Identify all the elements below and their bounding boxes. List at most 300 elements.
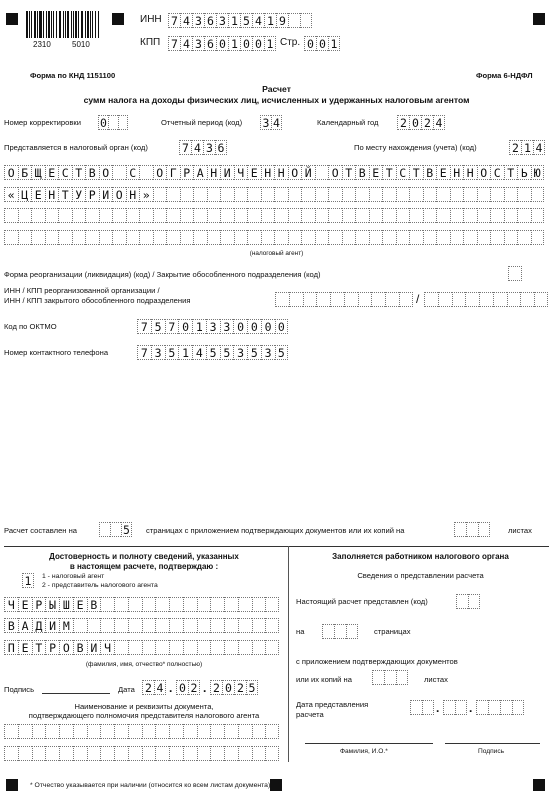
char-cell: [384, 670, 396, 685]
oktmo-label: Код по ОКТМО: [4, 322, 57, 331]
confirm-title-2: в настоящем расчете, подтверждаю :: [69, 562, 219, 571]
char-cell: [32, 746, 46, 761]
char-cell: 0: [409, 115, 421, 130]
char-cell: [224, 724, 238, 739]
period-code-field[interactable]: [260, 115, 282, 130]
char-cell: [478, 522, 490, 537]
char-cell: [423, 187, 437, 202]
char-cell: [463, 230, 477, 245]
char-cell: [247, 208, 261, 223]
phone-field[interactable]: [137, 345, 288, 360]
char-cell: У: [72, 187, 86, 202]
submission-year-field[interactable]: [476, 700, 524, 715]
char-cell: [183, 724, 197, 739]
char-cell: [330, 292, 344, 307]
office-pages-label: страницах: [374, 627, 411, 636]
char-cell: [224, 640, 238, 655]
reorg-inn-label-2: ИНН / КПП закрытого обособленного подразделения: [4, 296, 191, 305]
char-cell: [210, 597, 224, 612]
char-cell: [210, 724, 224, 739]
correction-number-field[interactable]: [98, 115, 128, 130]
char-cell: [87, 618, 101, 633]
char-cell: 1: [228, 36, 240, 51]
char-cell: 0: [98, 115, 108, 130]
char-cell: [328, 187, 342, 202]
char-cell: [59, 746, 73, 761]
char-cell: [210, 618, 224, 633]
knd-code: Форма по КНД 1151100: [30, 71, 116, 80]
char-cell: [73, 724, 87, 739]
char-cell: 5: [220, 345, 234, 360]
char-cell: 3: [192, 13, 204, 28]
submitted-code-field[interactable]: [456, 594, 480, 609]
char-cell: 1: [22, 573, 34, 588]
char-cell: Т: [32, 640, 46, 655]
char-cell: [423, 208, 437, 223]
char-cell: 2: [397, 115, 409, 130]
char-cell: М: [59, 618, 73, 633]
char-cell: [315, 165, 329, 180]
char-cell: 2: [142, 680, 154, 695]
char-cell: [85, 230, 99, 245]
tax-office-title: Заполняется работником налогового органа: [332, 552, 509, 561]
barcode-bar: [81, 11, 84, 38]
corner-marker-top-mid: [112, 13, 124, 25]
char-cell: [87, 724, 101, 739]
char-cell: [99, 522, 110, 537]
section-divider: [4, 546, 549, 547]
char-cell: 4: [533, 140, 545, 155]
char-cell: Р: [32, 597, 46, 612]
char-cell: [155, 618, 169, 633]
barcode-bar: [75, 11, 77, 38]
char-cell: [452, 292, 466, 307]
char-cell: [114, 724, 128, 739]
char-cell: [409, 230, 423, 245]
char-cell: [4, 208, 18, 223]
char-cell: [303, 292, 317, 307]
char-cell: 0: [261, 319, 275, 334]
char-cell: [252, 640, 266, 655]
char-cell: В: [73, 640, 87, 655]
char-cell: [344, 292, 358, 307]
barcode-bar: [73, 11, 74, 38]
barcode-right-digits: 5010: [72, 40, 90, 49]
char-cell: [99, 208, 113, 223]
char-cell: [210, 746, 224, 761]
char-cell: [265, 746, 279, 761]
submission-day-field[interactable]: [410, 700, 434, 715]
char-cell: [153, 230, 167, 245]
char-cell: [169, 597, 183, 612]
char-cell: 1: [521, 140, 533, 155]
char-cell: [465, 292, 479, 307]
char-cell: Е: [18, 597, 32, 612]
char-cell: [58, 230, 72, 245]
char-cell: С: [58, 165, 72, 180]
char-cell: [166, 208, 180, 223]
char-cell: [210, 640, 224, 655]
char-cell: [423, 230, 437, 245]
kpp-field[interactable]: [168, 36, 276, 51]
char-cell: [247, 187, 261, 202]
char-cell: Т: [342, 165, 356, 180]
char-cell: [197, 618, 211, 633]
char-cell: [18, 724, 32, 739]
char-cell: [520, 292, 534, 307]
char-cell: [531, 187, 545, 202]
signer-option-1: 1 - налоговый агент: [42, 573, 105, 580]
char-cell: 7: [165, 319, 179, 334]
char-cell: [346, 624, 358, 639]
char-cell: [463, 208, 477, 223]
with-docs-label-1: с приложением подтверждающих документов: [296, 657, 458, 666]
char-cell: [517, 208, 531, 223]
submission-month-field[interactable]: [443, 700, 467, 715]
char-cell: [180, 187, 194, 202]
barcode-bar: [46, 11, 47, 38]
fio-caption: (фамилия, имя, отчество* полностью): [85, 661, 203, 668]
char-cell: [288, 13, 300, 28]
char-cell: [409, 187, 423, 202]
barcode-bar: [85, 11, 86, 38]
char-cell: [512, 700, 524, 715]
barcode-bar: [43, 11, 44, 38]
char-cell: Ш: [59, 597, 73, 612]
char-cell: 2: [509, 140, 521, 155]
char-cell: [322, 624, 334, 639]
inn-label: ИНН: [140, 14, 162, 25]
location-code-field[interactable]: [509, 140, 545, 155]
char-cell: [358, 292, 372, 307]
reorg-label: Форма реорганизации (ликвидация) (код) / Закрытие обособленного подразделения (код): [4, 270, 321, 279]
signer-option-2: 2 - представитель налогового агента: [42, 582, 158, 589]
char-cell: [289, 292, 303, 307]
char-cell: [4, 724, 18, 739]
char-cell: Р: [180, 165, 194, 180]
agent-name-line-1[interactable]: [4, 165, 544, 180]
char-cell: Н: [207, 165, 221, 180]
document-subtitle: сумм налога на доходы физических лиц, исчисленных и удержанных налоговым агентом: [83, 95, 470, 105]
sheets-count-field[interactable]: [454, 522, 490, 537]
char-cell: В: [4, 618, 18, 633]
char-cell: [224, 746, 238, 761]
char-cell: [265, 640, 279, 655]
char-cell: [238, 724, 252, 739]
barcode-bar: [34, 11, 36, 38]
char-cell: [224, 597, 238, 612]
reorg-code-field[interactable]: [508, 266, 522, 281]
char-cell: [207, 187, 221, 202]
char-cell: 0: [176, 680, 188, 695]
char-cell: [274, 187, 288, 202]
char-cell: [180, 230, 194, 245]
char-cell: А: [18, 618, 32, 633]
char-cell: В: [423, 165, 437, 180]
char-cell: В: [355, 165, 369, 180]
char-cell: Ь: [517, 165, 531, 180]
char-cell: Е: [18, 640, 32, 655]
char-cell: Е: [369, 165, 383, 180]
char-cell: [382, 230, 396, 245]
barcode-bar: [71, 11, 72, 38]
char-cell: [114, 746, 128, 761]
char-cell: Т: [72, 165, 86, 180]
char-cell: [128, 597, 142, 612]
office-fio-line[interactable]: [305, 743, 433, 744]
barcode-bar: [65, 11, 66, 38]
char-cell: [316, 292, 330, 307]
char-cell: «: [4, 187, 18, 202]
column-divider: [288, 546, 289, 762]
char-cell: [396, 670, 408, 685]
date-label: Дата: [118, 685, 135, 694]
char-cell: 4: [433, 115, 445, 130]
char-cell: 3: [206, 319, 220, 334]
char-cell: Р: [45, 640, 59, 655]
barcode-bar: [31, 11, 32, 38]
char-cell: Е: [247, 165, 261, 180]
char-cell: Н: [450, 165, 464, 180]
char-cell: [342, 208, 356, 223]
char-cell: [85, 208, 99, 223]
signature-label: Подпись: [4, 685, 35, 694]
char-cell: [252, 724, 266, 739]
char-cell: [382, 208, 396, 223]
char-cell: [410, 700, 422, 715]
char-cell: В: [87, 597, 101, 612]
authority-code-field[interactable]: [179, 140, 227, 155]
submission-date-label-2: расчета: [296, 710, 324, 719]
char-cell: [454, 522, 466, 537]
signature-line[interactable]: [42, 693, 110, 694]
document-line-1[interactable]: [4, 724, 279, 739]
calendar-year-field[interactable]: [397, 115, 445, 130]
char-cell: [193, 230, 207, 245]
location-label: По месту нахождения (учета) (код): [354, 143, 477, 152]
agent-name-line-2[interactable]: [4, 187, 544, 202]
char-cell: Е: [45, 165, 59, 180]
with-docs-label-2: или их копий на: [296, 675, 352, 684]
char-cell: [490, 230, 504, 245]
char-cell: [220, 208, 234, 223]
char-cell: [261, 187, 275, 202]
char-cell: 6: [204, 13, 216, 28]
char-cell: О: [328, 165, 342, 180]
char-cell: [463, 187, 477, 202]
char-cell: [59, 724, 73, 739]
reorg-inn-label-1: ИНН / КПП реорганизованной организации /: [4, 286, 160, 295]
char-cell: [261, 230, 275, 245]
office-sign-line[interactable]: [445, 743, 540, 744]
confirm-title-1: Достоверность и полноту сведений, указанных: [49, 552, 239, 561]
char-cell: [531, 230, 545, 245]
char-cell: [139, 165, 153, 180]
page-number-field[interactable]: [304, 36, 340, 51]
char-cell: [252, 618, 266, 633]
char-cell: [315, 230, 329, 245]
oktmo-field[interactable]: [137, 319, 288, 334]
slash-separator: /: [416, 292, 420, 306]
office-sheets-label: листах: [424, 675, 448, 684]
char-cell: А: [193, 165, 207, 180]
char-cell: [139, 230, 153, 245]
char-cell: Ю: [531, 165, 545, 180]
char-cell: 3: [203, 140, 215, 155]
char-cell: 3: [151, 345, 165, 360]
char-cell: Р: [85, 187, 99, 202]
char-cell: [315, 187, 329, 202]
barcode-bar: [95, 11, 97, 38]
char-cell: 1: [264, 13, 276, 28]
char-cell: 4: [180, 36, 192, 51]
tax-office-subtitle: Сведения о представлении расчета: [357, 571, 484, 580]
date-month-field[interactable]: [176, 680, 200, 695]
char-cell: [169, 618, 183, 633]
signer-code-field[interactable]: [22, 573, 34, 588]
char-cell: 1: [328, 36, 340, 51]
correction-label: Номер корректировки: [4, 118, 81, 127]
char-cell: 7: [137, 319, 151, 334]
office-pages-field[interactable]: [322, 624, 358, 639]
char-cell: 5: [275, 345, 289, 360]
char-cell: [183, 640, 197, 655]
char-cell: [342, 187, 356, 202]
office-sheets-field[interactable]: [372, 670, 408, 685]
char-cell: 3: [261, 345, 275, 360]
reorg-inn-field[interactable]: [275, 292, 413, 307]
char-cell: [128, 640, 142, 655]
char-cell: 3: [260, 115, 271, 130]
char-cell: 2: [234, 680, 246, 695]
pages-prefix: Расчет составлен на: [4, 526, 78, 535]
char-cell: [399, 292, 413, 307]
char-cell: [382, 187, 396, 202]
char-cell: [385, 292, 399, 307]
submitted-code-label: Настоящий расчет представлен (код): [296, 597, 428, 606]
barcode-bar: [98, 11, 99, 38]
agent-name-line-4[interactable]: [4, 230, 544, 245]
char-cell: 0: [304, 36, 316, 51]
char-cell: [73, 746, 87, 761]
char-cell: 5: [121, 522, 132, 537]
office-sign-caption: Подпись: [478, 748, 505, 755]
char-cell: 4: [192, 345, 206, 360]
barcode-bar: [92, 11, 93, 38]
char-cell: [396, 230, 410, 245]
char-cell: Н: [274, 165, 288, 180]
agent-caption: (налоговый агент): [249, 250, 304, 257]
char-cell: [193, 208, 207, 223]
char-cell: »: [139, 187, 153, 202]
patronymic-field[interactable]: [4, 640, 279, 655]
char-cell: 0: [252, 36, 264, 51]
year-label: Календарный год: [317, 118, 379, 127]
char-cell: [142, 724, 156, 739]
char-cell: [128, 746, 142, 761]
char-cell: [500, 700, 512, 715]
char-cell: [396, 187, 410, 202]
char-cell: [504, 230, 518, 245]
char-cell: [142, 746, 156, 761]
char-cell: [288, 230, 302, 245]
char-cell: [126, 208, 140, 223]
char-cell: [479, 292, 493, 307]
barcode-bar: [37, 11, 38, 38]
char-cell: [166, 230, 180, 245]
char-cell: 9: [276, 13, 288, 28]
char-cell: 5: [247, 345, 261, 360]
char-cell: [328, 208, 342, 223]
char-cell: О: [477, 165, 491, 180]
char-cell: [234, 208, 248, 223]
date-day-field[interactable]: [142, 680, 166, 695]
char-cell: 3: [233, 345, 247, 360]
char-cell: О: [59, 640, 73, 655]
char-cell: [183, 597, 197, 612]
submission-dot-2: .: [469, 701, 473, 715]
char-cell: [180, 208, 194, 223]
char-cell: О: [112, 187, 126, 202]
char-cell: Т: [58, 187, 72, 202]
char-cell: И: [87, 640, 101, 655]
barcode-bar: [39, 11, 42, 38]
char-cell: [45, 746, 59, 761]
agent-name-line-3[interactable]: [4, 208, 544, 223]
char-cell: Н: [45, 187, 59, 202]
char-cell: [455, 700, 467, 715]
page-label: Стр.: [280, 37, 301, 48]
char-cell: [99, 230, 113, 245]
char-cell: [508, 266, 522, 281]
surname-field[interactable]: [4, 597, 279, 612]
barcode-bar: [51, 11, 52, 38]
char-cell: [334, 624, 346, 639]
char-cell: Т: [504, 165, 518, 180]
inn-field[interactable]: [168, 13, 312, 28]
barcode-bar: [56, 11, 58, 38]
barcode-bar: [67, 11, 69, 38]
char-cell: [45, 230, 59, 245]
char-cell: 0: [178, 319, 192, 334]
char-cell: [169, 724, 183, 739]
char-cell: [112, 230, 126, 245]
char-cell: [32, 724, 46, 739]
char-cell: [436, 230, 450, 245]
document-line-2[interactable]: [4, 746, 279, 761]
char-cell: [224, 618, 238, 633]
char-cell: [112, 165, 126, 180]
char-cell: [436, 208, 450, 223]
char-cell: 4: [271, 115, 282, 130]
char-cell: [238, 640, 252, 655]
char-cell: П: [4, 640, 18, 655]
barcode-bar: [90, 11, 91, 38]
corner-marker-top-right: [533, 13, 545, 25]
char-cell: [197, 597, 211, 612]
char-cell: [72, 208, 86, 223]
char-cell: Й: [301, 165, 315, 180]
char-cell: [31, 230, 45, 245]
first-name-field[interactable]: [4, 618, 279, 633]
char-cell: [142, 618, 156, 633]
char-cell: [261, 208, 275, 223]
date-year-field[interactable]: [210, 680, 258, 695]
char-cell: Щ: [31, 165, 45, 180]
char-cell: [234, 187, 248, 202]
pages-count-field[interactable]: [99, 522, 132, 537]
reorg-kpp-field[interactable]: [424, 292, 548, 307]
